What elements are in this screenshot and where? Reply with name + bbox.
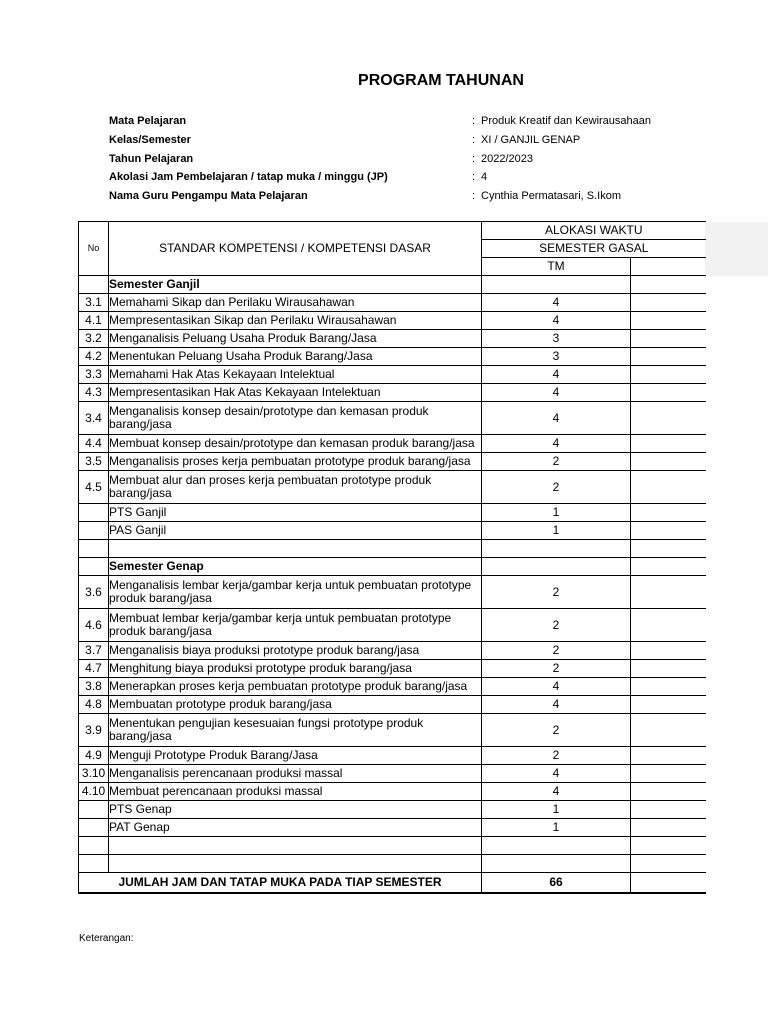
table-row <box>79 402 706 435</box>
info-value-mapel: Produk Kreatif dan Kewirausahaan <box>481 115 651 127</box>
page-title: PROGRAM TAHUNAN <box>358 72 524 89</box>
row-number: 4.8 <box>79 696 109 714</box>
gray-margin-strip <box>705 222 768 276</box>
row-description: PAT Genap <box>109 819 482 837</box>
empty-cell <box>631 522 706 540</box>
info-value-tahun: 2022/2023 <box>481 153 533 165</box>
table-row <box>79 678 706 696</box>
row-description: Menentukan Peluang Usaha Produk Barang/Jasa <box>109 348 482 366</box>
row-description: Mempresentasikan Hak Atas Kekayaan Intelektuan <box>109 384 482 402</box>
total-label: JUMLAH JAM DAN TATAP MUKA PADA TIAP SEMESTER <box>79 873 482 894</box>
row-tm: 2 <box>482 747 631 765</box>
info-label-tahun: Tahun Pelajaran <box>109 153 194 165</box>
semester-ganjil-heading: Semester Ganjil <box>109 276 482 294</box>
empty-cell <box>631 312 706 330</box>
table-row <box>79 366 706 384</box>
row-tm: 2 <box>482 471 631 504</box>
row-number: 4.4 <box>79 435 109 453</box>
row-description: Menganalisis konsep desain/prototype dan kemasan produk barang/jasa <box>109 402 482 435</box>
row-number: 3.6 <box>79 576 109 609</box>
row-number <box>79 522 109 540</box>
row-description: Membuat alur dan proses kerja pembuatan prototype produk barang/jasa <box>109 471 482 504</box>
blank-row <box>79 540 706 558</box>
row-tm: 4 <box>482 783 631 801</box>
row-tm: 3 <box>482 348 631 366</box>
row-description: Membuat konsep desain/prototype dan kemasan produk barang/jasa <box>109 435 482 453</box>
table-row <box>79 765 706 783</box>
table-row <box>79 696 706 714</box>
row-number: 3.3 <box>79 366 109 384</box>
row-tm: 4 <box>482 384 631 402</box>
empty-cell <box>631 384 706 402</box>
empty-cell <box>631 642 706 660</box>
table-row <box>79 312 706 330</box>
header-no: No <box>79 222 109 276</box>
empty-cell <box>631 330 706 348</box>
row-number <box>79 819 109 837</box>
row-number: 3.9 <box>79 714 109 747</box>
keterangan-note: Keterangan: <box>79 933 134 944</box>
row-tm: 4 <box>482 765 631 783</box>
row-number <box>79 504 109 522</box>
row-description: Membuatan prototype produk barang/jasa <box>109 696 482 714</box>
semester-genap-heading: Semester Genap <box>109 558 482 576</box>
row-description: Menganalisis lembar kerja/gambar kerja untuk pembuatan prototype produk barang/jasa <box>109 576 482 609</box>
row-number: 4.10 <box>79 783 109 801</box>
row-description: Memahami Sikap dan Perilaku Wirausahawan <box>109 294 482 312</box>
header-standar-kompetensi: STANDAR KOMPETENSI / KOMPETENSI DASAR <box>109 222 482 276</box>
row-tm: 1 <box>482 522 631 540</box>
row-number: 4.9 <box>79 747 109 765</box>
info-label-jp: Akolasi Jam Pembelajaran / tatap muka / minggu (JP) <box>109 171 388 183</box>
table-row <box>79 471 706 504</box>
empty-cell <box>631 453 706 471</box>
row-number: 3.5 <box>79 453 109 471</box>
row-description: Menghitung biaya produksi prototype produk barang/jasa <box>109 660 482 678</box>
info-separator: : <box>472 190 476 202</box>
row-number: 3.2 <box>79 330 109 348</box>
row-description: Menentukan pengujian kesesuaian fungsi prototype produk barang/jasa <box>109 714 482 747</box>
table-row <box>79 453 706 471</box>
empty-cell <box>482 276 631 294</box>
row-tm: 4 <box>482 678 631 696</box>
empty-cell <box>631 819 706 837</box>
row-number: 3.4 <box>79 402 109 435</box>
row-number: 4.5 <box>79 471 109 504</box>
row-description: Menganalisis proses kerja pembuatan prototype produk barang/jasa <box>109 453 482 471</box>
row-tm: 4 <box>482 294 631 312</box>
table-row <box>79 783 706 801</box>
row-tm: 1 <box>482 801 631 819</box>
row-description: Menguji Prototype Produk Barang/Jasa <box>109 747 482 765</box>
table-row <box>79 435 706 453</box>
info-separator: : <box>472 134 476 146</box>
blank-row <box>79 837 706 855</box>
row-description: Menerapkan proses kerja pembuatan prototype produk barang/jasa <box>109 678 482 696</box>
row-number: 4.3 <box>79 384 109 402</box>
row-number: 4.6 <box>79 609 109 642</box>
table-row <box>79 504 706 522</box>
empty-cell <box>631 696 706 714</box>
row-description: Membuat lembar kerja/gambar kerja untuk pembuatan prototype produk barang/jasa <box>109 609 482 642</box>
row-tm: 2 <box>482 642 631 660</box>
row-description: Menganalisis Peluang Usaha Produk Barang/Jasa <box>109 330 482 348</box>
table-row <box>79 801 706 819</box>
row-description: Memahami Hak Atas Kekayaan Intelektual <box>109 366 482 384</box>
header-alokasi-waktu: ALOKASI WAKTU <box>482 222 706 240</box>
row-tm: 4 <box>482 402 631 435</box>
row-number: 3.8 <box>79 678 109 696</box>
row-tm: 4 <box>482 312 631 330</box>
table-row <box>79 576 706 609</box>
row-number: 4.1 <box>79 312 109 330</box>
empty-cell <box>631 576 706 609</box>
row-tm: 1 <box>482 819 631 837</box>
empty-cell <box>79 276 109 294</box>
row-number: 3.7 <box>79 642 109 660</box>
info-label-kelas: Kelas/Semester <box>109 134 191 146</box>
row-number: 3.1 <box>79 294 109 312</box>
row-number <box>79 801 109 819</box>
row-tm: 4 <box>482 435 631 453</box>
table-row <box>79 330 706 348</box>
table-row <box>79 819 706 837</box>
row-description: Menganalisis perencanaan produksi massal <box>109 765 482 783</box>
empty-cell <box>631 294 706 312</box>
empty-cell <box>631 558 706 576</box>
empty-cell <box>631 471 706 504</box>
info-value-jp: 4 <box>481 171 488 183</box>
info-separator: : <box>472 153 476 165</box>
table-row <box>79 522 706 540</box>
empty-cell <box>631 783 706 801</box>
row-description: PAS Ganjil <box>109 522 482 540</box>
row-tm: 4 <box>482 366 631 384</box>
empty-cell <box>631 504 706 522</box>
empty-cell <box>631 366 706 384</box>
total-value: 66 <box>482 873 631 894</box>
row-tm: 1 <box>482 504 631 522</box>
row-number: 3.10 <box>79 765 109 783</box>
table-row <box>79 348 706 366</box>
empty-cell <box>631 801 706 819</box>
table-row <box>79 294 706 312</box>
info-separator: : <box>472 115 476 127</box>
table-row <box>79 642 706 660</box>
empty-cell <box>631 747 706 765</box>
empty-cell <box>631 714 706 747</box>
row-tm: 3 <box>482 330 631 348</box>
empty-cell <box>79 558 109 576</box>
empty-cell <box>631 678 706 696</box>
header-tm: TM <box>482 258 631 276</box>
row-tm: 2 <box>482 714 631 747</box>
empty-cell <box>631 276 706 294</box>
row-description: Membuat perencanaan produksi massal <box>109 783 482 801</box>
row-description: Menganalisis biaya produksi prototype produk barang/jasa <box>109 642 482 660</box>
empty-cell <box>631 435 706 453</box>
row-number: 4.7 <box>79 660 109 678</box>
row-description: PTS Genap <box>109 801 482 819</box>
empty-cell <box>631 873 706 894</box>
row-tm: 2 <box>482 660 631 678</box>
row-number: 4.2 <box>79 348 109 366</box>
row-description: Mempresentasikan Sikap dan Perilaku Wirausahawan <box>109 312 482 330</box>
program-table <box>78 221 706 894</box>
table-row <box>79 714 706 747</box>
table-row <box>79 609 706 642</box>
empty-cell <box>631 609 706 642</box>
row-tm: 2 <box>482 576 631 609</box>
row-tm: 2 <box>482 609 631 642</box>
empty-cell <box>631 660 706 678</box>
blank-row <box>79 855 706 873</box>
empty-cell <box>631 258 706 276</box>
header-semester-gasal: SEMESTER GASAL <box>482 240 706 258</box>
empty-cell <box>631 765 706 783</box>
table-row <box>79 747 706 765</box>
table-row <box>79 660 706 678</box>
info-value-guru: Cynthia Permatasari, S.Ikom <box>481 190 621 202</box>
table-row <box>79 384 706 402</box>
empty-cell <box>631 348 706 366</box>
info-separator: : <box>472 171 476 183</box>
info-label-guru: Nama Guru Pengampu Mata Pelajaran <box>109 190 308 202</box>
empty-cell <box>482 558 631 576</box>
row-tm: 4 <box>482 696 631 714</box>
empty-cell <box>631 402 706 435</box>
row-description: PTS Ganjil <box>109 504 482 522</box>
info-label-mapel: Mata Pelajaran <box>109 115 187 127</box>
info-value-kelas: XI / GANJIL GENAP <box>481 134 581 146</box>
row-tm: 2 <box>482 453 631 471</box>
